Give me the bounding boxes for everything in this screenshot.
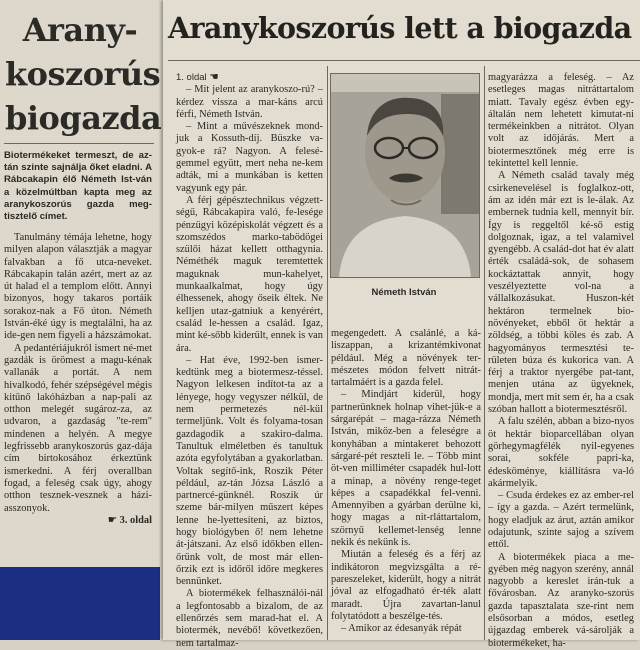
hand-pointer-icon: ☛ xyxy=(107,514,118,526)
portrait-illustration xyxy=(331,74,479,277)
headline-rule xyxy=(168,60,640,61)
article-paragraph: A férj gépésztechnikus végzett-ségű, Rábcakapira való, fe-lesége pénzügyi középiskolát végzett és a szomszédos marko-tabödögei szülői házat kellett otthagynia. Néméthék maguk teremtettek maguknak mun-kahelyet, munkaalkalmat, hogy úgy élhessenek, ahogy őseik éltek. Ne kelljen utaz-gatniuk a kenyérért, család le-hessen a család. Igaz, mint ké-sőbb kiderült, ennek is van ára. xyxy=(176,194,323,354)
continued-reference xyxy=(4,515,152,527)
article-paragraph: – Mint a művészeknek mond-juk a Kossuth-díj. Büszke va-gyok-e rá? Nagyon. A felesé-gemmel együtt, mert neha ne-kem adták, mi a munkában is ketten vagyunk egy pár. xyxy=(176,121,323,194)
column-divider xyxy=(327,66,328,640)
photo-caption: Németh István xyxy=(371,287,437,298)
main-headline: Aranykoszorús lett a biogazda xyxy=(168,11,632,45)
continued-page: 3. oldal xyxy=(119,514,152,526)
left-title-line-1: Arany- xyxy=(22,11,138,49)
left-article-clipping xyxy=(0,0,168,640)
hand-pointer-icon: ☚ xyxy=(209,72,219,83)
article-paragraph: Miután a feleség és a férj az indikátoron megvizsgálta a ré-pareszeleket, kiderült, hogy a nitrát jóval az elfogadható ér-ték alatt maradt. Újra zavartan-lanul folytatódott a beszélge-tés. xyxy=(331,549,481,622)
left-article-title xyxy=(5,8,162,140)
article-column-1 xyxy=(176,72,323,649)
article-paragraph: – Csuda érdekes ez az ember-rel – így a gazda. – Azért termelünk, hogy eladjuk az árut, aztán amikor odajutunk, szinte sajog a szívem ettől. xyxy=(488,490,634,551)
left-title-line-2: koszorús xyxy=(5,55,161,93)
blue-print-block xyxy=(0,567,160,640)
article-paragraph: A biotermékek felhasználói-nál a legfontosabb a bizalom, de az ellenőrzés sem marad-hat el. A biotermék, nevébő! következően, nem tartalmaz- xyxy=(176,588,323,649)
article-paragraph: – Hat éve, 1992-ben ismer-kedtünk meg a biotermesz-téssel. Nagyon lelkesen indítot-ta az a lényege, hogy vegyszer nélkül, de nem permetezés nél-kül termeljünk. Volt és folyama-tosan gazdagodik a szakiro-dalma. Tanultuk elméletben és tanultuk azóta egyfolytában a gyakorlatban. Voltak segítő-ink, Roszik Péter például, az-tán Józsa László a partnercé-günknél. Roszik úr szeme bár-milyen műszert képes lenne he-lyettesíteni, az biztos, hogy biológyben ő! nem lehetne át-játszani. Az első időkben ellen-őrünk volt, de most már ellen-őrzik ezt is időről időre megkeres bennünket. xyxy=(176,354,323,588)
left-article-body xyxy=(4,232,152,527)
article-paragraph: A Németh család tavaly még csirkenevelésel is foglalkoz-ott, ám az idén már ezt is le-álak. Az embernek tudnia kell, mennyit bír. Így is reggeltől ké-ső estig dolgoznak, igaz, a tel valamivel gyengébb. A család-dot hat év alatt érték családá-sok, de sohasem kockáztattak annyit, hogy veszélyeztette vol-na a vállalkozásukat. Huszon-két hektáron termelnek bio-növényeket, ebből öt hektár a zöldség, a többi köles és zab. A hagyományos termesztési te-rületen búza és kukorica van. A férj a traktor nyergébe pat-tant, menjen utána az ügyeknek, mondja, mert mit sem ér, ha a csak szóban hallott a biotermesztésről. xyxy=(488,170,634,416)
article-paragraph: A biotermékek piaca a me-gyében még nagyon szerény, annál nagyobb a kereslet irán-tuk a fővárosban. Az aranyko-szorús gazda tapasztalata sze-rint nem elsősorban a módos, esetleg újgazdag emberek vá-sárolják a biotermékeket, ha- xyxy=(488,551,634,649)
left-paragraph: Tanulmány témája lehetne, hogy milyen alapon választják a magyar falvakban a fő utca-neveket. Rábcakapin talán azért, mert az az út halad el a templom előtt. Annyi bizonyos, hogy takaros portáik sorakoz-nak a Fő úton. Németh István-éké úgy is megtalálni, ha az ide-gen nem figyeli a házszámokat. xyxy=(4,232,152,342)
article-paragraph: megengedett. A csalánlé, a ká-liszappan, a krizantémkivonat például. Még a növények ter-mészetes módon felvett nitrát-tartalmáért is a gazda felel. xyxy=(331,328,481,389)
article-column-3 xyxy=(488,72,634,649)
page-reference xyxy=(176,72,323,84)
article-paragraph: – Mit jelent az aranykoszo-rú? – kérdez vissza a mar-káns arcú férfi, Németh István. xyxy=(176,84,323,120)
article-paragraph: – Mindjárt kiderül, hogy partnerünknek holnap vihet-jük-e a sárgarépát – maga-rázza Németh István, miköz-ben a feleségre a konyhában a mintakeret behozott sárgaré-pét reszteli le. – Több mint öt-ven milliméter csapadék hul-lott a minap, a növény renge-teget képes a csapadékkal fel-venni. Amennyiben a gyárban derülne ki, hogy magas a nit-rláttartalom, szörnyű kellemet-lenség lenne nekik és nekünk is. xyxy=(331,389,481,549)
article-paragraph: magyarázza a feleség. – Az esetleges magas nitráttartalom miatt. Tavaly egész évben egy-általán nem lehetett kimutat-ni termékeinkben a nitrátot. Olyan volt az időjárás. Mert a biotermesztőnek még erre is tekintettel kell lennie. xyxy=(488,72,634,170)
left-article-lead: Biotermékeket termeszt, de az-tán szinte sajnálja őket eladni. A Rábcakapin élő Németh Ist-ván a közelmúltban kapta meg az aranykoszorús gazda meg-tisztelő címet. xyxy=(4,150,152,223)
left-paragraph: A pedantériájukról ismert né-met gazdák is örömest a magu-kénak vallanák a portát. A nem hivalkodó, fehér szépségével mégis kitűnő lakóházban a nap-pali az otthon melegét sugároz-za, az udvaron, a gazdaság "te-rem" mindenen a helyén. A megye legfrissebb aranykoszorús gaz-dája cím birtokosához érkeztünk ismerkedni. A férj overallban fogad, a feleség csak úgy, ahogy otthon tesznek-vesznek a házi-asszonyok. xyxy=(4,342,152,514)
column-divider xyxy=(484,66,485,640)
title-rule xyxy=(4,143,154,144)
article-paragraph: – Amikor az édesanyák répát xyxy=(341,623,462,635)
page-ref-label: 1. oldal xyxy=(176,72,207,83)
left-title-line-3: biogazda xyxy=(5,99,162,137)
article-column-2 xyxy=(331,328,481,640)
article-paragraph: A falu szélén, abban a bizo-nyos öt hektár bioparcellában olyan görhegymagfélék nyil-egyenes sorai, sokféle papri-ka, édesköménye, kiállításra va-ló akármelyik. xyxy=(488,416,634,489)
portrait-photo xyxy=(330,73,480,278)
